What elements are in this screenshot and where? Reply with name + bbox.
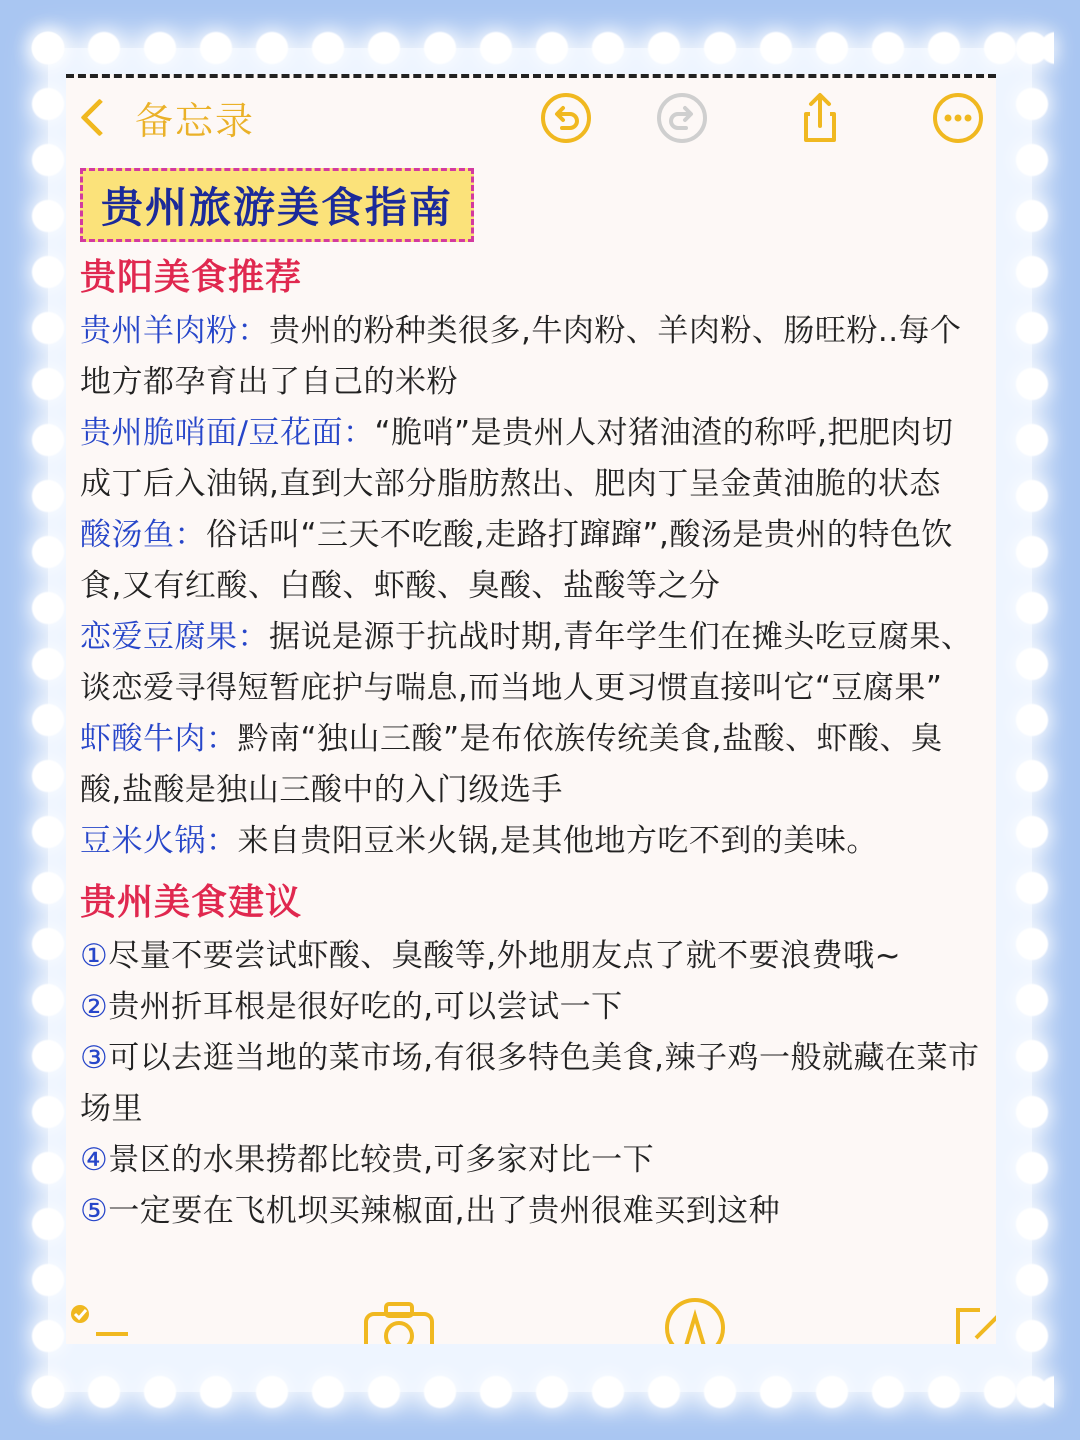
checklist-icon[interactable] — [66, 1292, 136, 1344]
tip-item — [80, 1135, 982, 1186]
food-entry — [80, 816, 982, 867]
back-button[interactable] — [72, 90, 255, 145]
tip-text: 尽量不要尝试虾酸、臭酸等,外地朋友点了就不要浪费哦~ — [108, 938, 902, 974]
undo-icon[interactable] — [540, 92, 592, 144]
bottom-toolbar — [66, 1284, 996, 1344]
food-term: 豆米火锅： — [80, 823, 238, 859]
food-entry — [80, 612, 982, 714]
tip-number: ③ — [80, 1040, 109, 1076]
tip-number: ② — [80, 989, 109, 1025]
note-title: 贵州旅游美食指南 — [80, 168, 474, 242]
tip-number: ⑤ — [80, 1193, 109, 1229]
tip-item — [80, 1033, 982, 1135]
chevron-left-icon — [80, 98, 118, 136]
tip-text: 可以去逛当地的菜市场,有很多特色美食,辣子鸡一般就藏在菜市场里 — [80, 1040, 980, 1127]
food-term: 恋爱豆腐果： — [80, 619, 269, 655]
food-term: 贵州脆哨面/豆花面： — [80, 415, 375, 451]
food-entry — [80, 306, 982, 408]
camera-icon[interactable] — [362, 1292, 436, 1344]
share-icon[interactable] — [794, 92, 846, 144]
food-description: 黔南“独山三酸”是布依族传统美食,盐酸、虾酸、臭酸,盐酸是独山三酸中的入门级选手 — [80, 721, 943, 808]
food-entry — [80, 510, 982, 612]
compose-icon[interactable] — [950, 1292, 996, 1344]
note-window — [66, 74, 996, 1344]
back-label: 备忘录 — [135, 99, 256, 143]
section-heading: 贵阳美食推荐 — [80, 257, 303, 298]
tip-item — [80, 1186, 982, 1237]
markup-icon[interactable] — [662, 1292, 728, 1344]
food-term: 酸汤鱼： — [80, 517, 206, 553]
food-description: 据说是源于抗战时期,青年学生们在摊头吃豆腐果、谈恋爱寻得短暂庇护与喘息,而当地人更习惯直接叫它“豆腐果” — [80, 619, 973, 706]
tip-item — [80, 982, 982, 1033]
tip-text: 一定要在飞机坝买辣椒面,出了贵州很难买到这种 — [108, 1193, 781, 1229]
food-description: 贵州的粉种类很多,牛肉粉、羊肉粉、肠旺粉..每个地方都孕育出了自己的米粉 — [80, 313, 962, 400]
food-description: “脆哨”是贵州人对猪油渣的称呼,把肥肉切成丁后入油锅,直到大部分脂肪熬出、肥肉丁呈金黄油脆的状态 — [80, 415, 954, 502]
redo-icon[interactable] — [656, 92, 708, 144]
more-icon[interactable] — [932, 92, 984, 144]
section-heading: 贵州美食建议 — [80, 882, 303, 923]
tip-text: 贵州折耳根是很好吃的,可以尝试一下 — [108, 989, 623, 1025]
tip-number: ① — [80, 938, 109, 974]
tip-text: 景区的水果捞都比较贵,可多家对比一下 — [108, 1142, 655, 1178]
food-entry — [80, 408, 982, 510]
food-description: 俗话叫“三天不吃酸,走路打蹿蹿”,酸汤是贵州的特色饮食,又有红酸、白酸、虾酸、臭酸、盐酸等之分 — [80, 517, 953, 604]
toolbar — [66, 78, 996, 164]
food-description: 来自贵阳豆米火锅,是其他地方吃不到的美味。 — [237, 823, 878, 859]
note-body[interactable] — [66, 164, 996, 1237]
tip-number: ④ — [80, 1142, 109, 1178]
food-entry — [80, 714, 982, 816]
food-term: 虾酸牛肉： — [80, 721, 238, 757]
food-term: 贵州羊肉粉： — [80, 313, 269, 349]
tip-item — [80, 931, 982, 982]
